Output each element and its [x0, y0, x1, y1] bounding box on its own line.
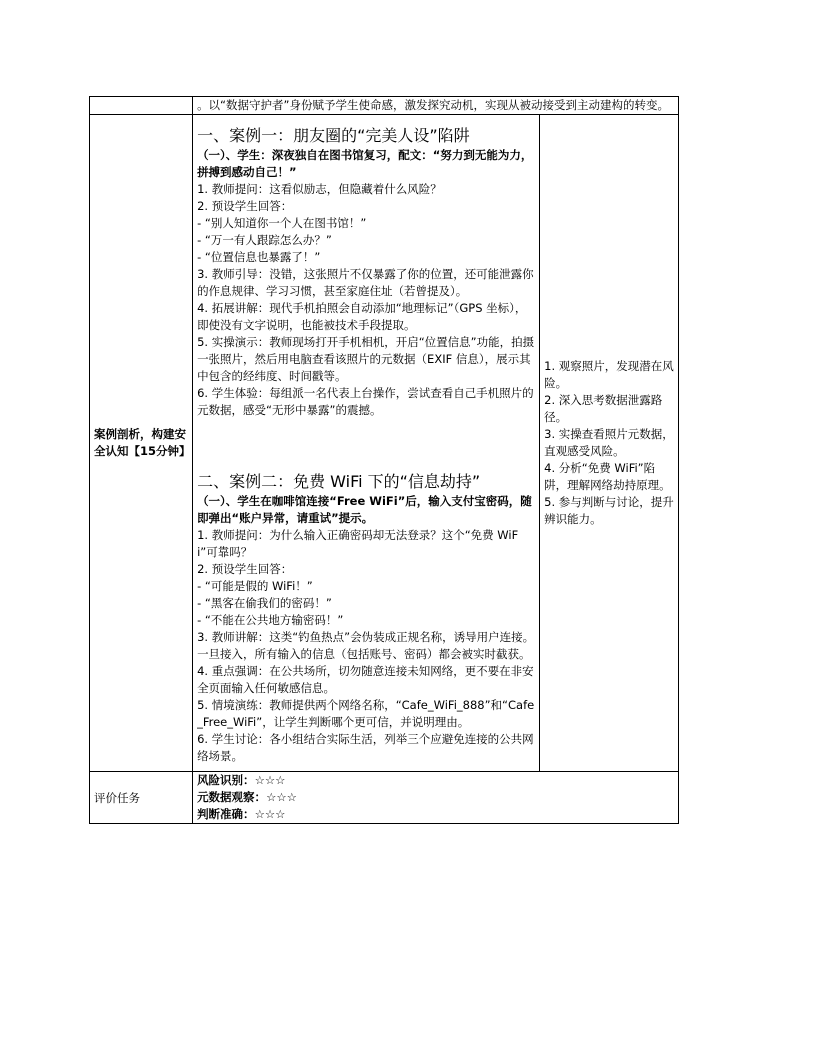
case-content-cell — [193, 115, 540, 772]
activity-item: 5. 参与判断与讨论，提升辨识能力。 — [544, 495, 674, 526]
evaluation-item-name: 风险识别： — [197, 773, 255, 787]
activity-item: 4. 分析“免费 WiFi”陷阱，理解网络劫持原理。 — [544, 461, 671, 492]
evaluation-item — [197, 772, 674, 789]
spacer — [197, 419, 535, 471]
case1-line: 4. 拓展讲解：现代手机拍照会自动添加“地理标记”（GPS 坐标），即使没有文字说明，也能被技术手段提取。 — [197, 301, 527, 332]
case2-line: 5. 情境演练：教师提供两个网络名称，“Cafe_WiFi_888”和“Cafe_Free_WiFi”，让学生判断哪个更可信，并说明理由。 — [197, 698, 535, 729]
case1-title: 一、案例一：朋友圈的“完美人设”陷阱 — [197, 126, 470, 145]
intro-text: 。以“数据守护者”身份赋予学生使命感，激发探究动机，实现从被动接受到主动建构的转变。 — [197, 98, 669, 112]
case2-line: - “可能是假的 WiFi！” — [197, 579, 313, 593]
case2-subtitle: （一）、学生在咖啡馆连接“Free WiFi”后，输入支付宝密码，随即弹出“账户异常，请重试”提示。 — [197, 494, 532, 525]
activity-item: 2. 深入思考数据泄露路径。 — [544, 393, 663, 424]
activity-item: 3. 实操查看照片元数据，直观感受风险。 — [544, 427, 674, 458]
case1-line: 2. 预设学生回答： — [197, 199, 293, 213]
evaluation-label: 评价任务 — [94, 790, 140, 805]
evaluation-item — [197, 789, 674, 806]
case1-line: - “万一有人跟踪怎么办？” — [197, 233, 332, 247]
section-label: 案例剖析，构建安全认知【15分钟】 — [94, 427, 191, 458]
case1-line: 1. 教师提问：这看似励志，但隐藏着什么风险？ — [197, 182, 442, 196]
evaluation-row — [90, 772, 679, 824]
evaluation-content-cell — [193, 772, 679, 824]
section-label-cell — [90, 115, 193, 772]
intro-empty-cell — [90, 97, 193, 115]
case1-line: - “位置信息也暴露了！” — [197, 250, 321, 264]
case2-line: 1. 教师提问：为什么输入正确密码却无法登录？这个“免费 WiFi”可靠吗？ — [197, 528, 519, 559]
case2-line: - “黑客在偷我们的密码！” — [197, 596, 332, 610]
case2-line: 6. 学生讨论：各小组结合实际生活，列举三个应避免连接的公共网络场景。 — [197, 732, 534, 763]
star-rating: ☆☆☆ — [266, 790, 297, 804]
lesson-plan-table — [89, 96, 679, 824]
case1-line: 5. 实操演示：教师现场打开手机相机，开启“位置信息”功能，拍摄一张照片，然后用电脑查看该照片的元数据（EXIF 信息），展示其中包含的经纬度、时间戳等。 — [197, 335, 535, 383]
case-row — [90, 115, 679, 772]
case2-title: 二、案例二：免费 WiFi 下的“信息劫持” — [197, 472, 481, 491]
evaluation-item-name: 判断准确： — [197, 807, 255, 821]
case1-line: - “别人知道你一个人在图书馆！” — [197, 216, 367, 230]
case2-line: 4. 重点强调：在公共场所，切勿随意连接未知网络，更不要在非安全页面输入任何敏感信息。 — [197, 664, 534, 695]
case2-line: - “不能在公共地方输密码！” — [197, 613, 344, 627]
case1-subtitle: （一）、学生：深夜独自在图书馆复习，配文：“努力到无能为力，拼搏到感动自己！” — [197, 148, 533, 179]
evaluation-item-name: 元数据观察： — [197, 790, 267, 804]
star-rating: ☆☆☆ — [254, 773, 286, 787]
activity-item: 1. 观察照片，发现潜在风险。 — [544, 359, 674, 390]
case1-line: 6. 学生体验：每组派一名代表上台操作，尝试查看自己手机照片的元数据，感受“无形中暴露”的震撼。 — [197, 386, 534, 417]
student-activities-cell — [540, 115, 679, 772]
intro-cell — [193, 97, 679, 115]
case2-line: 3. 教师讲解：这类“钓鱼热点”会伪装成正规名称，诱导用户连接。一旦接入，所有输入的信息（包括账号、密码）都会被实时截获。 — [197, 630, 535, 661]
intro-row — [90, 97, 679, 115]
evaluation-label-cell — [90, 772, 193, 824]
star-rating: ☆☆☆ — [254, 807, 286, 821]
case1-line: 3. 教师引导：没错，这张照片不仅暴露了你的位置，还可能泄露你的作息规律、学习习惯，甚至家庭住址（若曾提及）。 — [197, 267, 534, 298]
case2-line: 2. 预设学生回答： — [197, 562, 293, 576]
evaluation-item — [197, 806, 674, 823]
